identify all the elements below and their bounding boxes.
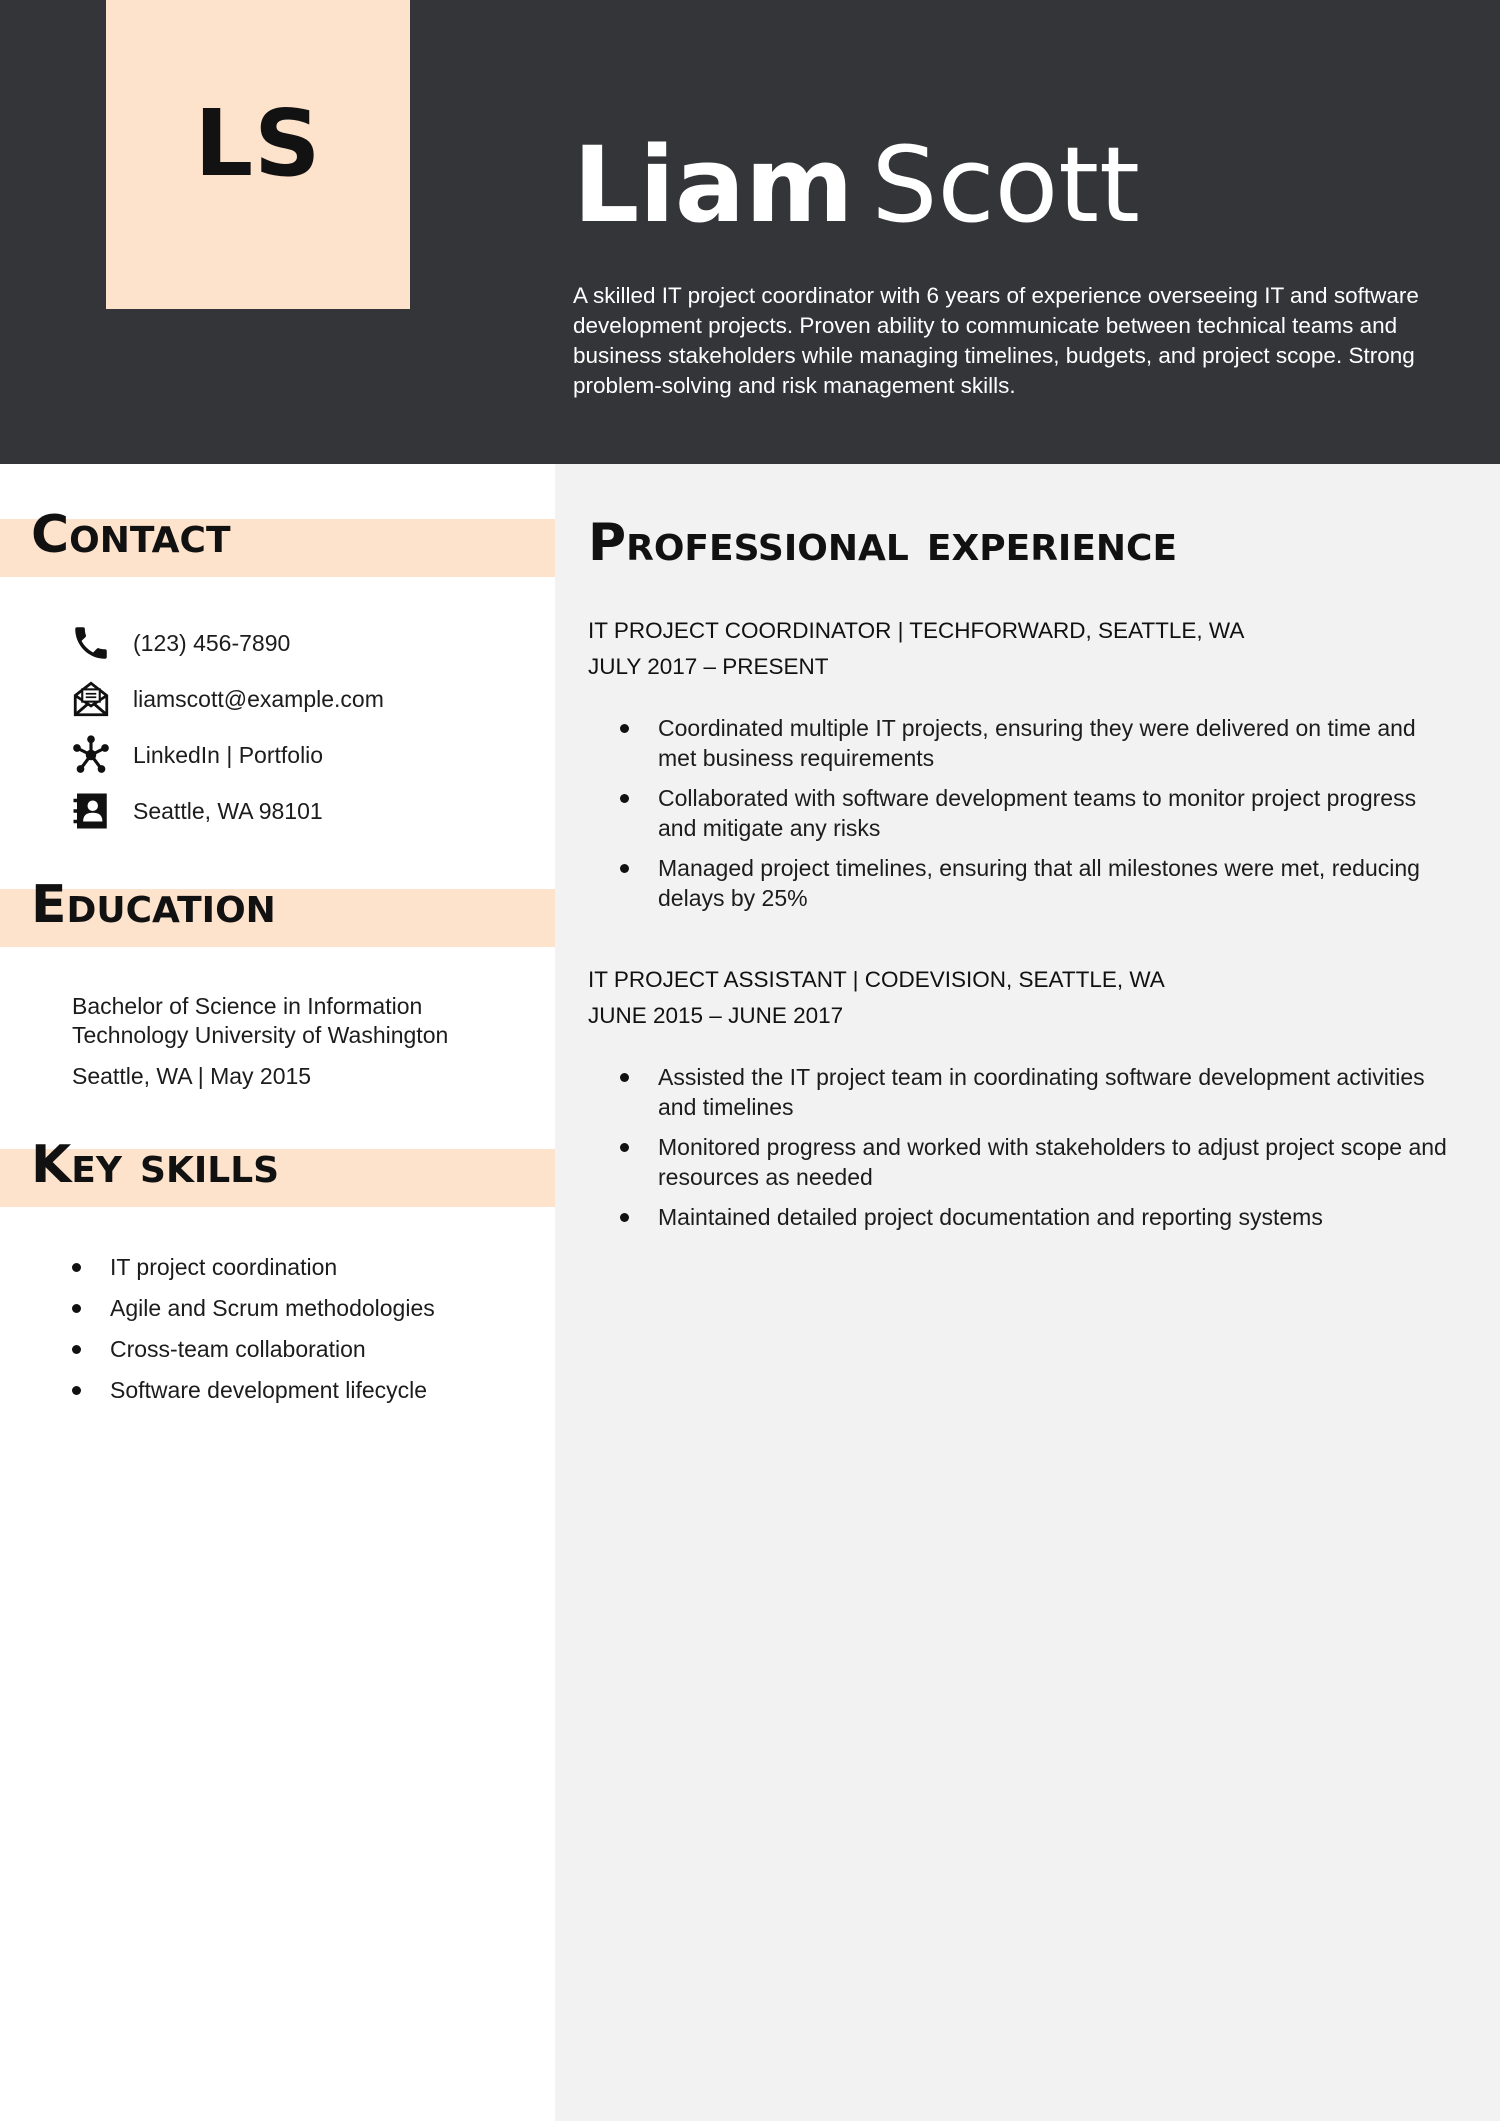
first-name: Liam <box>573 124 854 246</box>
list-item <box>588 1062 1448 1122</box>
list-item <box>72 1252 435 1293</box>
summary: A skilled IT project coordinator with 6 years of experience overseeing IT and software development projects. Proven ability to communicate between technical teams and business stakeholders while managing timelines, budgets, and project scope. Strong problem-solving and risk management skills. <box>573 283 1419 398</box>
bullet-text: Maintained detailed project documentation and reporting systems <box>658 1204 1323 1230</box>
contact-address <box>70 789 530 833</box>
bullet-text: Collaborated with software development teams to monitor project progress and mitigate any risks <box>658 785 1417 841</box>
bullet-dot <box>72 1304 81 1313</box>
list-item <box>588 853 1448 913</box>
job-1-heading: IT PROJECT COORDINATOR | TECHFORWARD, SEATTLE, WA <box>588 618 1245 643</box>
bullet-dot <box>620 1213 629 1222</box>
address-text: Seattle, WA 98101 <box>133 797 323 824</box>
bullet-dot <box>620 724 629 733</box>
phone-text: (123) 456-7890 <box>133 629 291 656</box>
bullet-dot <box>72 1345 81 1354</box>
bullet-text: Monitored progress and worked with stakeholders to adjust project scope and resources as needed <box>658 1134 1447 1190</box>
bullet-dot <box>620 794 629 803</box>
education-degree-line2: Technology University of Washington <box>72 1022 449 1048</box>
skills-list <box>72 1252 435 1416</box>
experience-title: Professional experience <box>588 513 1178 573</box>
list-item <box>588 783 1448 843</box>
list-item <box>588 1132 1448 1192</box>
monogram-box <box>106 0 410 309</box>
skill-text: Agile and Scrum methodologies <box>110 1295 435 1321</box>
bullet-text: Coordinated multiple IT projects, ensuring they were delivered on time and met business requirements <box>658 715 1416 771</box>
contact-phone <box>70 621 530 665</box>
network-icon <box>70 734 112 776</box>
bullet-dot <box>72 1386 81 1395</box>
links-text: LinkedIn | Portfolio <box>133 741 324 768</box>
list-item <box>72 1375 435 1416</box>
bullet-dot <box>620 864 629 873</box>
bullet-text: Managed project timelines, ensuring that all milestones were met, reducing delays by 25% <box>658 855 1420 911</box>
bullet-text: Assisted the IT project team in coordinating software development activities and timelines <box>658 1064 1425 1120</box>
name <box>573 120 1140 250</box>
education-location-date: Seattle, WA | May 2015 <box>72 1063 312 1089</box>
skill-text: Software development lifecycle <box>110 1377 428 1403</box>
job-2-bullets <box>588 1062 1448 1242</box>
job-2-dates: JUNE 2015 – JUNE 2017 <box>588 1003 844 1028</box>
list-item <box>72 1293 435 1334</box>
bullet-dot <box>620 1143 629 1152</box>
contact-links <box>70 733 530 777</box>
job-1-dates: JULY 2017 – PRESENT <box>588 654 829 679</box>
envelope-icon <box>70 678 112 720</box>
monogram: LS <box>194 90 322 197</box>
job-1-bullets <box>588 713 1448 923</box>
job-2-heading: IT PROJECT ASSISTANT | CODEVISION, SEATTLE, WA <box>588 967 1165 992</box>
education-title: Education <box>31 875 276 935</box>
list-item <box>588 1202 1448 1232</box>
address-book-icon <box>70 790 112 832</box>
phone-icon <box>70 622 112 664</box>
email-text: liamscott@example.com <box>133 685 384 712</box>
skills-title: Key skills <box>31 1135 280 1195</box>
bullet-dot <box>72 1263 81 1272</box>
bullet-dot <box>620 1073 629 1082</box>
list-item <box>588 713 1448 773</box>
contact-email <box>70 677 530 721</box>
contact-title: Contact <box>31 505 231 565</box>
header <box>0 0 1500 464</box>
list-item <box>72 1334 435 1375</box>
last-name: Scott <box>871 124 1140 246</box>
skill-text: IT project coordination <box>110 1254 338 1280</box>
education-degree-line1: Bachelor of Science in Information <box>72 993 423 1019</box>
skill-text: Cross-team collaboration <box>110 1336 366 1362</box>
